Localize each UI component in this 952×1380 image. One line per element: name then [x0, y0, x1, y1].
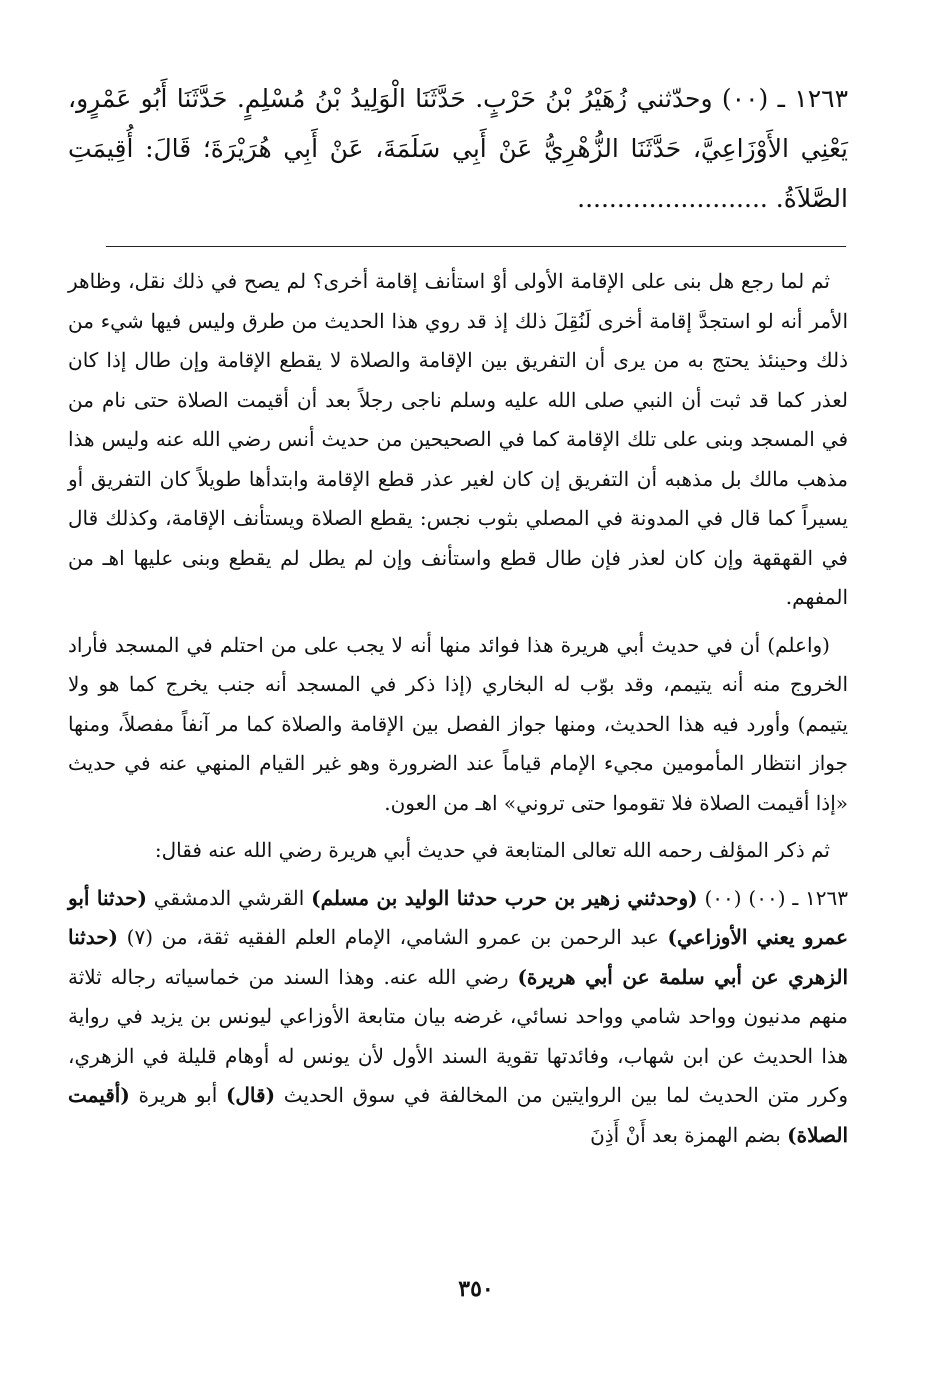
quoted-chain-1: (وحدثني زهير بن حرب حدثنا الوليد بن مسلم)	[311, 885, 698, 910]
explanation-text-5: بضم الهمزة بعد أَنْ أَذِنَ	[590, 1122, 788, 1147]
quoted-word-qala: (قال)	[225, 1083, 276, 1107]
commentary-paragraph-1: ثم لما رجع هل بنى على الإقامة الأولى أوْ استأنف إقامة أخرى؟ لم يصح في ذلك نقل، وظاهر الأمر أنه لو استجدَّ إقامة أخرى لَنُقِلَ ذلك إذ قد روي هذا الحديث من طرق وليس فيها شيء من ذلك وحينئذ يحتج به من يرى أن التفريق بين الإقامة والصلاة لا يقطع الإقامة وإن طال إذا كان لعذر كما قد ثبت أن النبي صلى الله عليه وسلم ناجى رجلاً بعد أن أقيمت الصلاة حتى نام من في المسجد وبنى على تلك الإقامة كما في الصحيحين من حديث أنس رضي الله عنه وليس هذا مذهب مالك بل مذهبه أن التفريق إن كان لغير عذر قطع الإقامة وابتدأها طويلاً كان التفريق أو يسيراً كما قال في المدونة في المصلي بثوب نجس: يقطع الصلاة ويستأنف الإقامة، وكذلك قال في القهقهة وإن كان لعذر فإن طال قطع واستأنف وإن لم يطل لم يقطع وبنى عليها اهـ من المفهم.	[68, 269, 848, 609]
commentary-paragraph-2: (واعلم) أن في حديث أبي هريرة هذا فوائد منها أنه لا يجب على من احتلم في المسجد فأراد الخروج منه أنه يتيمم، وقد بوّب له البخاري (إذا ذكر في المسجد أنه جنب يخرج كما هو ولا يتيمم) وأورد فيه هذا الحديث، ومنها جواز الفصل بين الإقامة والصلاة كما مر آنفاً مفصلاً، ومنها جواز انتظار المأمومين مجيء الإمام قياماً عند الضرورة وهو غير القيام المنهي عنه في حديث «إذا أقيمت الصلاة فلا تقوموا حتى تروني» اهـ من العون.	[68, 632, 849, 815]
quoted-phrase-iqama: (أقيمت الصلاة)	[68, 1083, 848, 1147]
commentary-paragraph-4	[68, 879, 848, 1156]
explanation-text-3: رضي الله عنه. وهذا السند من خماسياته رجاله ثلاثة منهم مدنيون وواحد شامي وواحد نسائي، غرضه بيان متابعة الأوزاعي ليونس بن يزيد في رواية هذا الحديث عن ابن شهاب، وفائدتها تقوية السند الأول لأن يونس له أوهام قليلة في الزهري، وكرر متن الحديث لما بين الروايتين من المخالفة في سوق الحديث	[68, 964, 848, 1107]
page-number: ٣٥٠	[458, 1276, 494, 1302]
section-divider	[106, 246, 846, 247]
quoted-chain-2: (حدثنا أبو عمرو يعني الأوزاعي)	[68, 885, 849, 949]
commentary-paragraph-3: ثم ذكر المؤلف رحمه الله تعالى المتابعة في حديث أبي هريرة رضي الله عنه فقال:	[154, 838, 830, 862]
commentary	[68, 262, 848, 1155]
quoted-chain-3: (حدثنا الزهري عن أبي سلمة عن أبي هريرة)	[68, 925, 848, 989]
hadith-text: ١٢٦٣ ـ (٠٠) وحدّثني زُهَيْرُ بْنُ حَرْبٍ. حَدَّثَنَا الْوَلِيدُ بْنُ مُسْلِمٍ. حَدَّثَنَا أَبُو عَمْرٍو، يَعْنِي الأَوْزَاعِيَّ، حَدَّثَنَا الزُّهْرِيُّ عَنْ أَبِي سَلَمَةَ، عَنْ أَبِي هُرَيْرَةَ؛ قَالَ: أُقِيمَتِ الصَّلاَةُ. ........................	[68, 84, 848, 213]
hadith-number: ١٢٦٣ ـ (٠٠) (٠٠)	[697, 885, 848, 910]
explanation-text-1: القرشي الدمشقي	[146, 885, 312, 910]
explanation-text-2: عبد الرحمن بن عمرو الشامي، الإمام العلم الفقيه ثقة، من (٧)	[118, 925, 668, 949]
explanation-text-4: أبو هريرة	[129, 1083, 226, 1107]
